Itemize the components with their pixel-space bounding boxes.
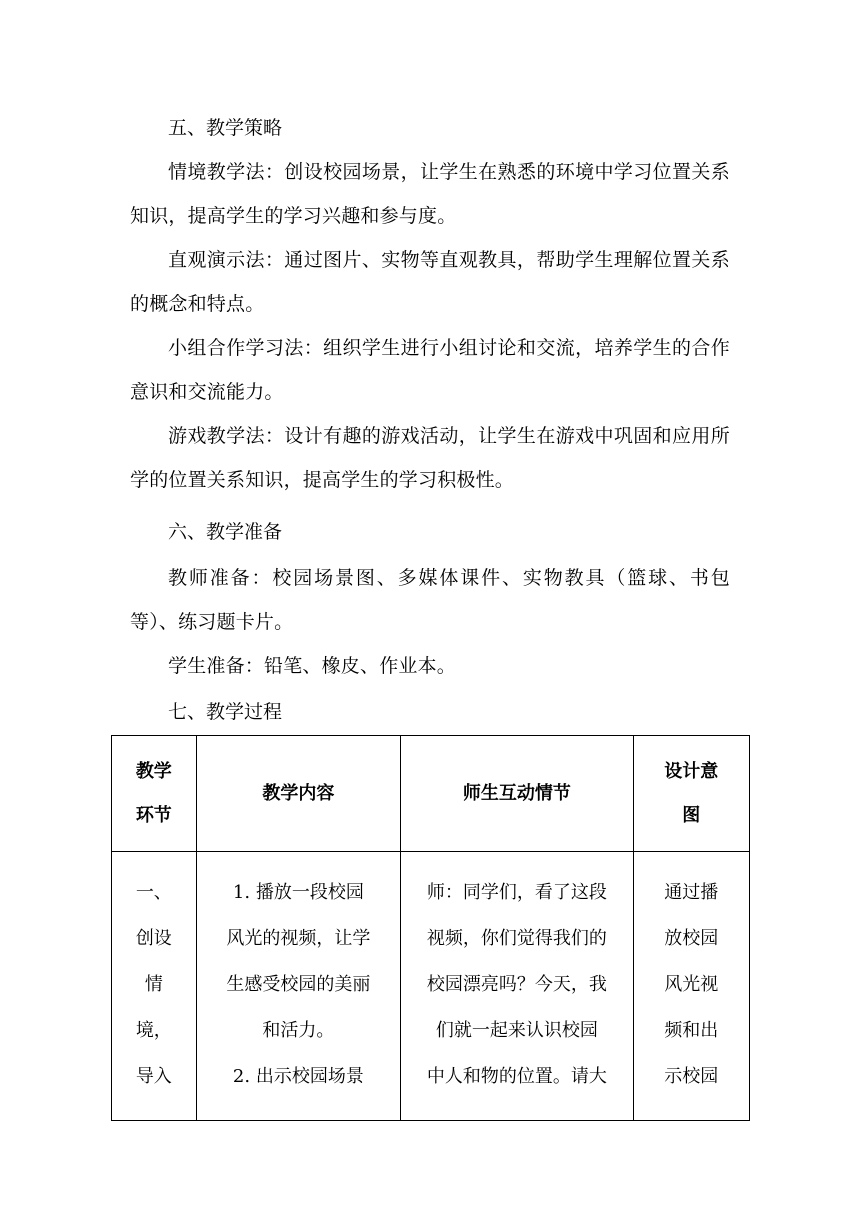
row1-intent-line: 示校园: [664, 1066, 719, 1087]
row1-stage-line: 导入: [135, 1066, 172, 1087]
row1-content-line: 和活力。: [262, 1020, 335, 1041]
row1-interaction-line: 视频，你们觉得我们的: [426, 928, 607, 949]
row1-interaction-line: 中人和物的位置。请大: [426, 1066, 607, 1087]
row1-intent-line: 通过播: [664, 882, 719, 903]
section-7-heading: 七、教学过程: [168, 701, 283, 723]
header-intent-line-1: 设计意: [664, 760, 719, 782]
header-interaction-label: 师生互动情节: [462, 782, 571, 804]
row1-intent-line: 频和出: [664, 1020, 719, 1041]
header-cell-stage: [112, 736, 197, 852]
section-5-heading: 五、教学策略: [168, 117, 283, 139]
table-header-row: [112, 736, 750, 852]
header-cell-intent: [633, 736, 749, 852]
header-cell-content: [196, 736, 400, 852]
row1-stage-line: 一、: [135, 882, 172, 903]
header-content-label: 教学内容: [262, 782, 335, 804]
section-5-paragraph-4: 游戏教学法：设计有趣的游戏活动，让学生在游戏中巩固和应用所学的位置关系知识，提高学生的学习积极性。: [130, 425, 730, 491]
section-5-paragraph-1: 情境教学法：创设校园场景，让学生在熟悉的环境中学习位置关系知识，提高学生的学习兴趣和参与度。: [130, 161, 730, 227]
row1-interaction-line: 们就一起来认识校园: [435, 1020, 598, 1041]
row1-interaction-line: 校园漂亮吗？今天，我: [426, 974, 607, 995]
row1-content-cell: [196, 852, 400, 1121]
row1-stage-line: 创设: [135, 928, 172, 949]
row1-content-line: 生感受校园的美丽: [226, 974, 371, 995]
section-6-paragraph-1: 教师准备：校园场景图、多媒体课件、实物教具（篮球、书包等）、练习题卡片。: [130, 567, 730, 633]
row1-content-line: 风光的视频，让学: [226, 928, 371, 949]
row1-stage-line: 情: [144, 974, 163, 995]
row1-interaction-cell: [401, 852, 633, 1121]
header-stage-line-1: 教学: [135, 760, 172, 782]
row1-intent-cell: [633, 852, 749, 1121]
section-6-paragraph-2: 学生准备：铅笔、橡皮、作业本。: [168, 655, 457, 677]
row1-content-line: 1. 播放一段校园: [232, 882, 364, 903]
row1-interaction-line: 师：同学们，看了这段: [426, 882, 607, 903]
header-cell-interaction: [401, 736, 633, 852]
header-stage-line-2: 环节: [135, 804, 172, 826]
row1-content-line: 2. 出示校园场景: [232, 1066, 364, 1087]
row1-intent-line: 放校园: [664, 928, 719, 949]
row1-stage-line: 境，: [135, 1020, 172, 1041]
section-6-heading: 六、教学准备: [168, 521, 283, 543]
row1-stage-cell: [112, 852, 197, 1121]
table-row: [112, 852, 750, 1121]
section-5-paragraph-2: 直观演示法：通过图片、实物等直观教具，帮助学生理解位置关系的概念和特点。: [130, 249, 730, 315]
teaching-process-table: [111, 735, 750, 1121]
row1-intent-line: 风光视: [664, 974, 719, 995]
section-5-paragraph-3: 小组合作学习法：组织学生进行小组讨论和交流，培养学生的合作意识和交流能力。: [130, 337, 730, 403]
header-intent-line-2: 图: [682, 804, 701, 826]
